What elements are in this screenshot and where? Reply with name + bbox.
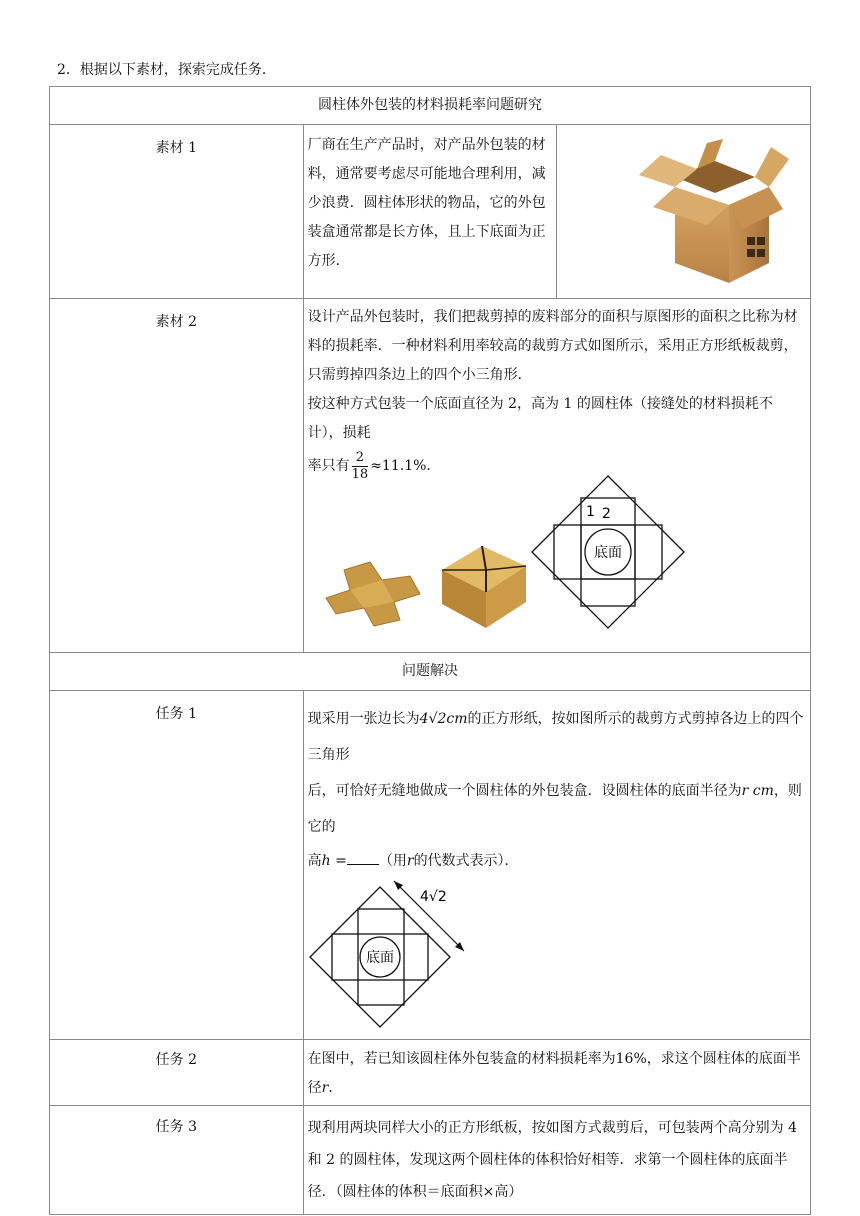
- task1-line2: [308, 773, 806, 845]
- task2-end: ．: [328, 1080, 343, 1096]
- folded-box-icon: [434, 532, 534, 632]
- loss-rate-suffix: ≈11.1%．: [370, 458, 441, 474]
- material1-text: 厂商在生产产品时，对产品外包装的材料，通常要考虑尽可能地合理利用，减少浪费．圆柱体形状的物品，它的外包装盒通常都是长方体，且上下底面为正方形．: [303, 125, 557, 299]
- task1-pattern-diagram: [308, 879, 488, 1039]
- cardboard-box-icon: [557, 125, 860, 297]
- task1-line3-a: 高: [307, 853, 322, 869]
- diagram-label-2: 2: [601, 506, 611, 522]
- task3-text: 现利用两块同样大小的正方形纸板，按如图方式裁剪后，可包装两个高分别为 4 和 2 的圆柱体，发现这两个圆柱体的体积恰好相等．求第一个圆柱体的底面半径．（圆柱体的体积＝底面积×高）: [303, 1106, 810, 1215]
- task1-line2-end: ，则它的: [307, 783, 802, 835]
- task1-line3-c: 的代数式表示）．: [413, 853, 519, 869]
- task2-text: 在图中，若已知该圆柱体外包装盒的材料损耗率为16%，求这个圆柱体的底面半径: [307, 1051, 801, 1096]
- fraction-denominator: 18: [351, 466, 369, 482]
- packaging-pattern-diagram: [530, 474, 690, 634]
- diagram-label-1: 1: [585, 504, 595, 520]
- table-title: 圆柱体外包装的材料损耗率问题研究: [50, 87, 811, 125]
- diagram-circle-label: 底面: [593, 545, 622, 561]
- task1-line1-b: 的正方形纸，按如图所示的裁剪方式剪掉各边上的四个三角形: [307, 711, 804, 763]
- task1-line1: [308, 701, 806, 773]
- task1-line1-a: 现采用一张边长为: [307, 711, 420, 727]
- material2-para2: 按这种方式包装一个底面直径为 2，高为 1 的圆柱体（接缝处的材料损耗不计），损耗: [307, 396, 773, 441]
- answer-blank[interactable]: [347, 850, 379, 865]
- material2-cell: [303, 299, 810, 653]
- section-title: 问题解决: [50, 653, 811, 691]
- cross-net-icon: [308, 550, 430, 630]
- task1-line3: [308, 845, 806, 877]
- material1-label: 素材 1: [50, 125, 304, 299]
- fraction-numerator: 2: [352, 450, 369, 467]
- task1-line3-b: （用: [378, 853, 407, 869]
- dimension-label: 4√2: [419, 889, 447, 905]
- question-intro: 2．根据以下素材，探索完成任务．: [57, 62, 276, 78]
- loss-rate-prefix: 率只有: [307, 458, 350, 474]
- material1-image-cell: [557, 125, 811, 299]
- task2-label: 任务 2: [50, 1040, 304, 1106]
- material2-figures: [308, 486, 806, 646]
- task2-cell: [303, 1040, 810, 1106]
- radius-math: r cm: [741, 783, 774, 799]
- task2-var-r: r: [321, 1080, 329, 1096]
- task1-cell: [303, 691, 810, 1040]
- loss-fraction: [352, 450, 369, 483]
- side-length-math: 4√2cm: [419, 711, 468, 727]
- task1-label: 任务 1: [50, 691, 304, 1040]
- task3-label: 任务 3: [50, 1106, 304, 1215]
- material2-para1: 设计产品外包装时，我们把裁剪掉的废料部分的面积与原图形的面积之比称为材料的损耗率．一种材料利用率较高的裁剪方式如图所示，采用正方形纸板裁剪，只需剪掉四条边上的四个小三角形．: [307, 309, 798, 383]
- material2-label: 素材 2: [50, 299, 304, 653]
- task1-var-r: r: [406, 853, 414, 869]
- material-table: [49, 86, 811, 1215]
- task1-circle-label: 底面: [365, 950, 394, 966]
- height-math: h =: [321, 853, 347, 869]
- task1-line2-text: 后，可恰好无缝地做成一个圆柱体的外包装盒．设圆柱体的底面半径为: [307, 783, 742, 799]
